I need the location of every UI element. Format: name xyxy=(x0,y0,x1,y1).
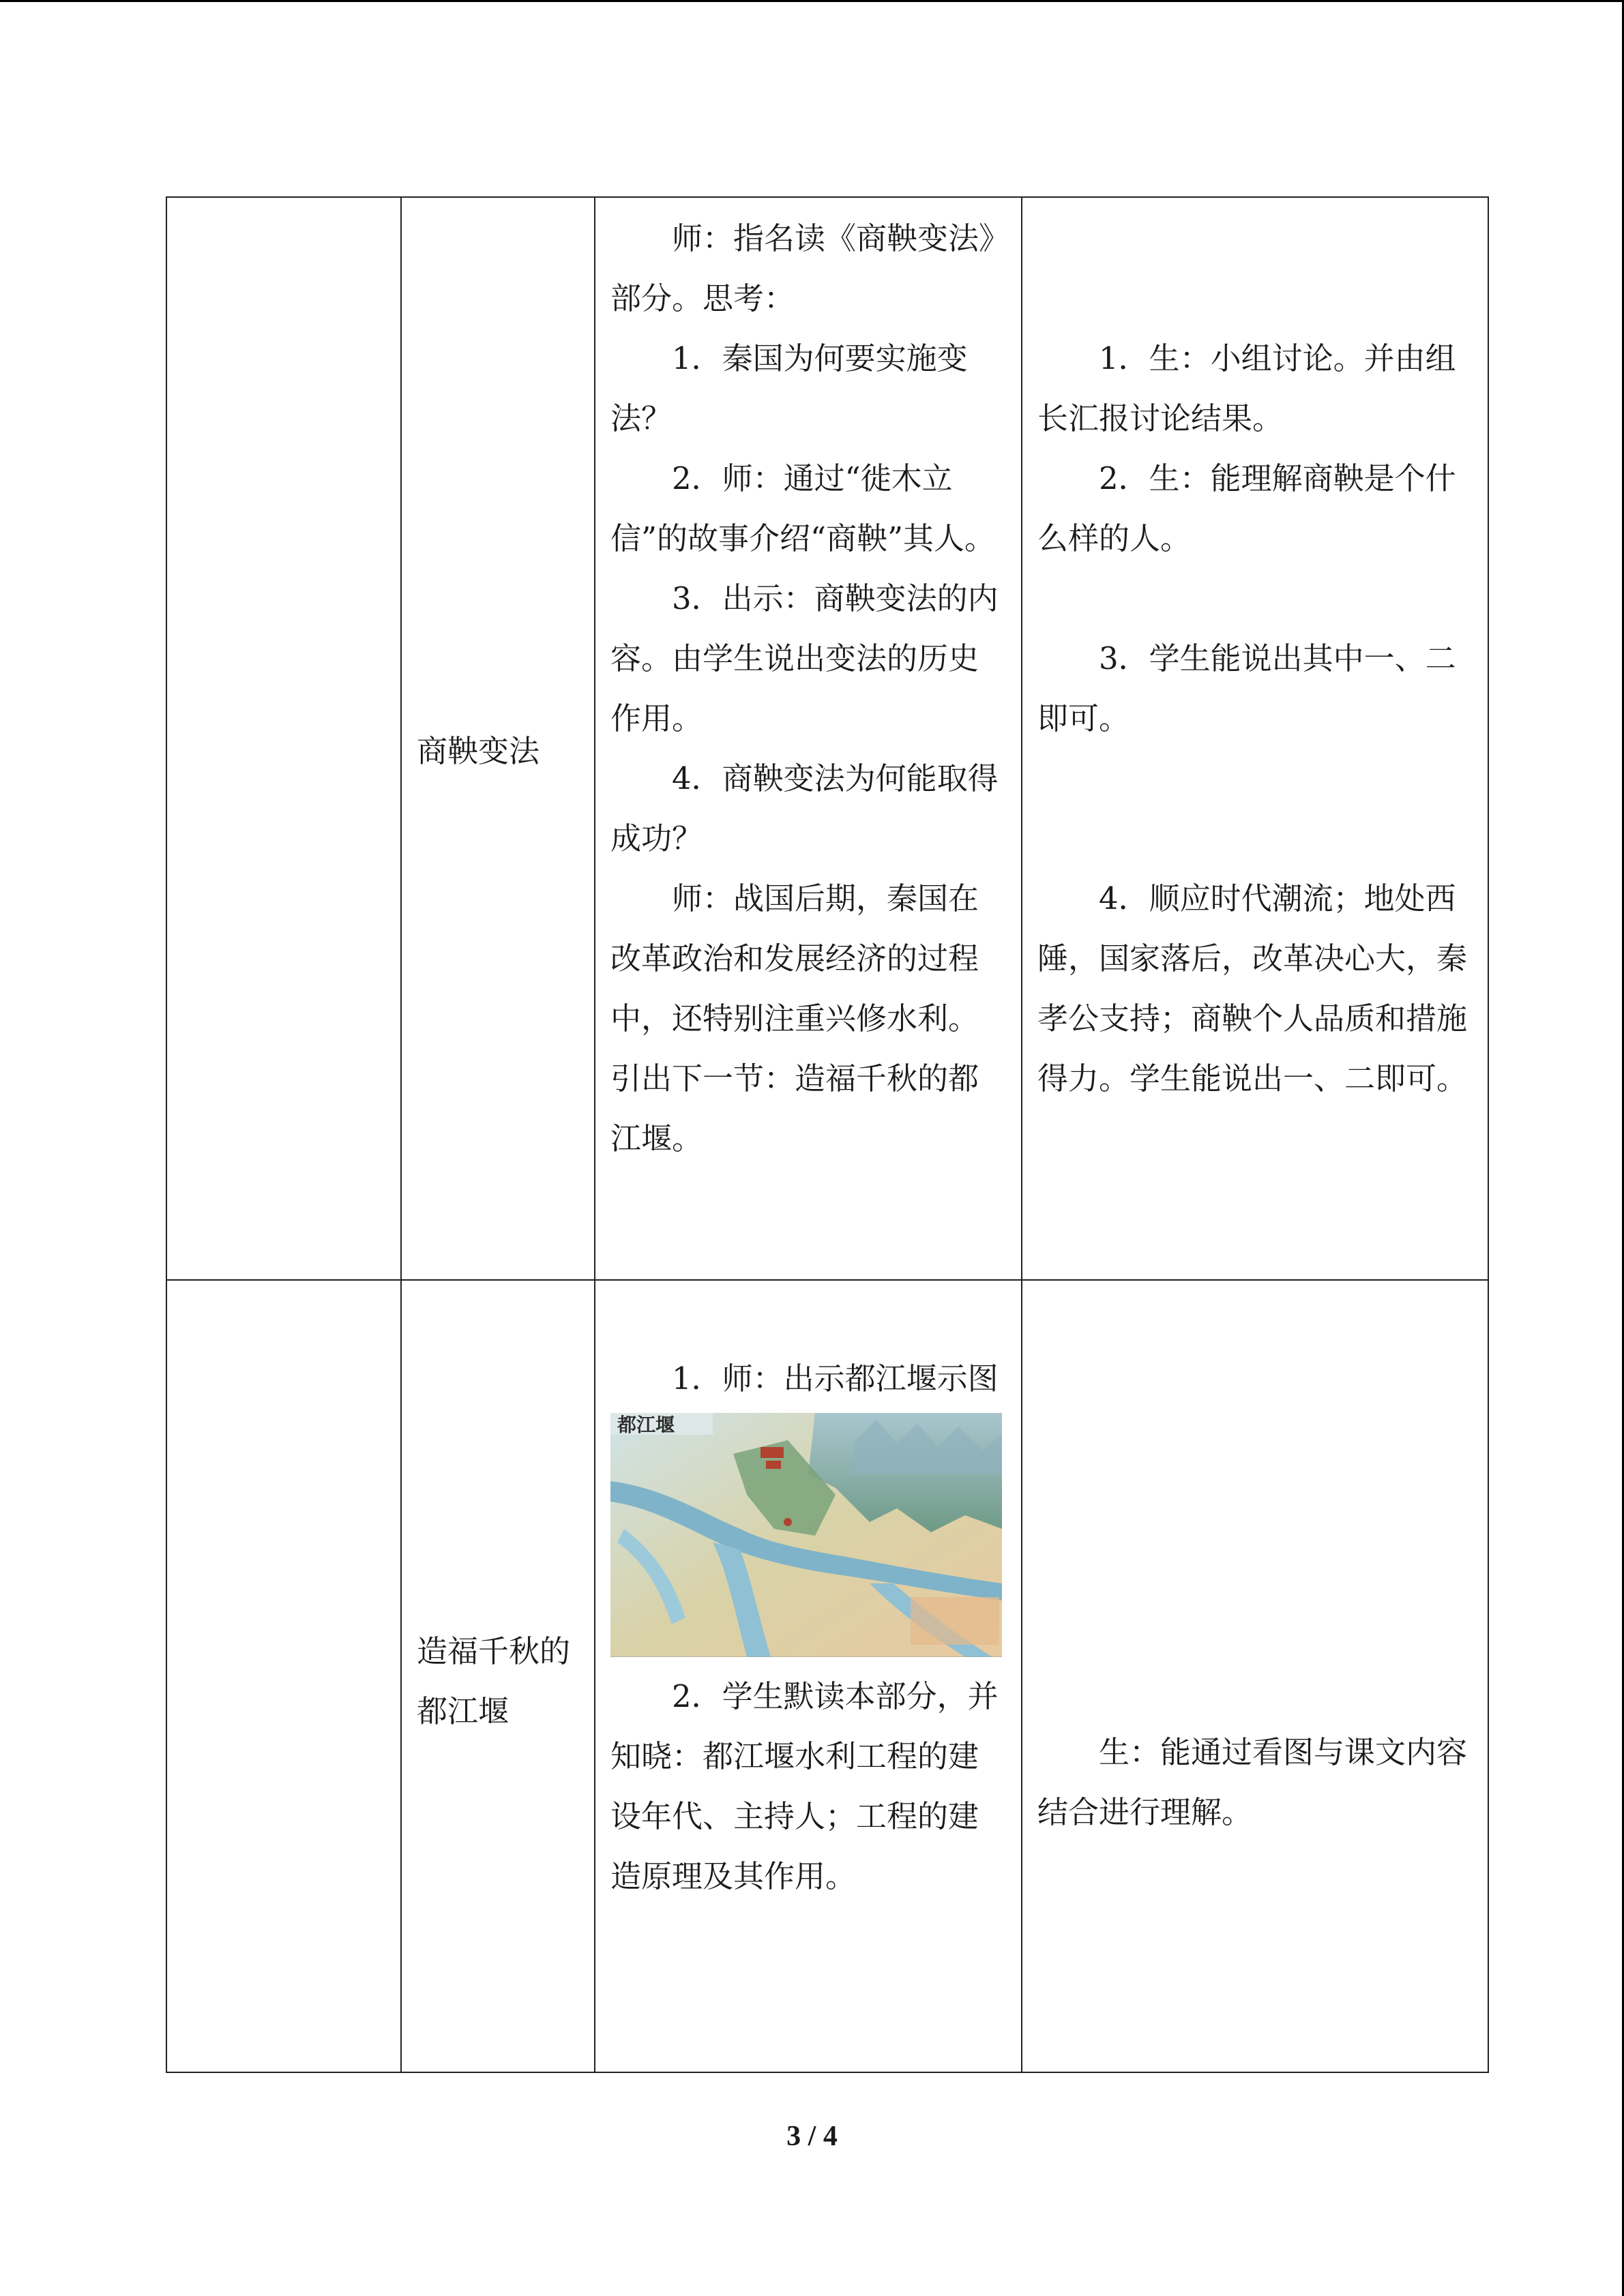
topic-label: 商鞅变法 xyxy=(417,733,540,769)
lesson-plan-table xyxy=(166,196,1489,2073)
page-border-top xyxy=(0,0,1624,2)
dujiangyan-map-image xyxy=(610,1413,1002,1657)
student-text: 1．生：小组讨论。并由组长汇报讨论结果。 xyxy=(1037,340,1456,436)
table-row xyxy=(166,197,1488,1280)
student-text: 4．顺应时代潮流；地处西陲，国家落后，改革决心大，秦孝公支持；商鞅个人品质和措施得力。学生能说出一、二即可。 xyxy=(1037,880,1468,1097)
stage-cell xyxy=(166,1280,401,2072)
student-activity-cell xyxy=(1022,1280,1488,2072)
page-number: 3 / 4 xyxy=(786,2121,838,2152)
teacher-activity-cell xyxy=(595,197,1022,1280)
topic-label: 造福千秋的都江堰 xyxy=(417,1633,571,1729)
student-activity-cell xyxy=(1022,197,1488,1280)
teacher-text: 2．师：通过“徙木立信”的故事介绍“商鞅”其人。 xyxy=(610,460,996,556)
teacher-activity-cell xyxy=(595,1280,1022,2072)
teacher-text: 3．出示：商鞅变法的内容。由学生说出变法的历史作用。 xyxy=(610,580,999,736)
teacher-text: 1．秦国为何要实施变法？ xyxy=(610,340,968,436)
table-row xyxy=(166,1280,1488,2072)
topic-cell xyxy=(401,197,595,1280)
teacher-text: 师：指名读《商鞅变法》部分。思考： xyxy=(610,220,994,316)
teacher-text: 2．学生默读本部分，并知晓：都江堰水利工程的建设年代、主持人；工程的建造原理及其作用。 xyxy=(610,1678,999,1894)
teacher-text: 1．师：出示都江堰示图 xyxy=(672,1360,999,1397)
student-text: 3．学生能说出其中一、二即可。 xyxy=(1037,640,1456,736)
topic-cell xyxy=(401,1280,595,2072)
student-text: 2．生：能理解商鞅是个什么样的人。 xyxy=(1037,460,1456,556)
stage-cell xyxy=(166,197,401,1280)
teacher-text: 4．商鞅变法为何能取得成功？ xyxy=(610,760,999,856)
teacher-text: 师：战国后期，秦国在改革政治和发展经济的过程中，还特别注重兴修水利。引出下一节：造福千秋的都江堰。 xyxy=(610,880,979,1157)
student-text: 生：能通过看图与课文内容结合进行理解。 xyxy=(1037,1734,1468,1830)
map-title: 都江堰 xyxy=(617,1414,675,1436)
